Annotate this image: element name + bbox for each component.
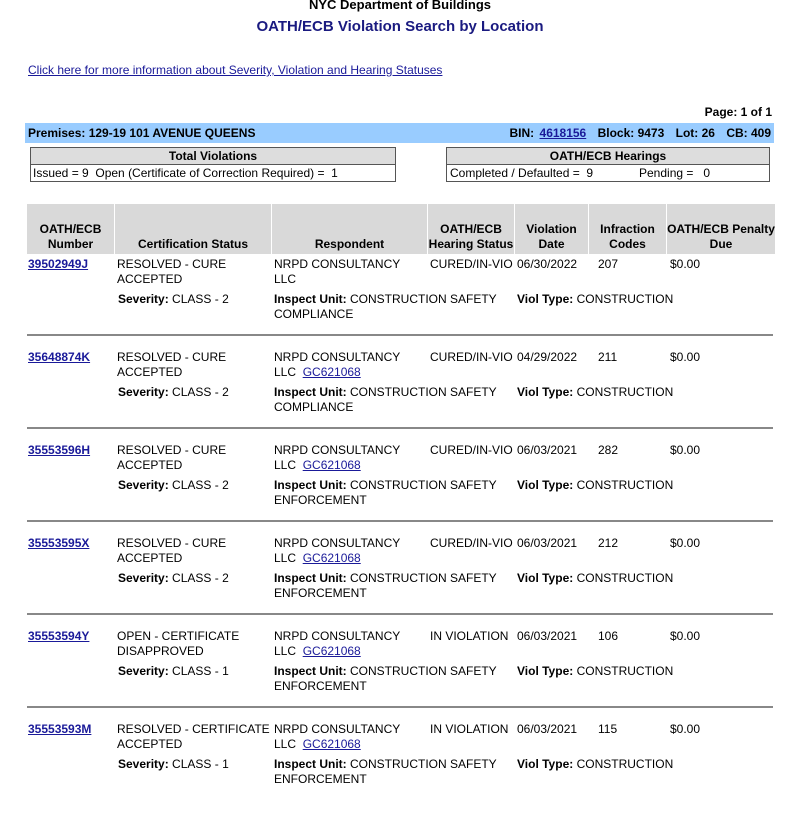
viol-type <box>517 385 673 400</box>
status-info-link[interactable]: Click here for more information about Severity, Violation and Hearing Statuses <box>28 63 443 77</box>
certification-status-line: DISAPPROVED <box>117 644 204 658</box>
col-penalty-due: OATH/ECB Penalty Due <box>667 222 775 251</box>
violation-date: 06/03/2021 <box>517 536 578 550</box>
premises-bar <box>25 123 774 143</box>
respondent-name: NRPD CONSULTANCY <box>274 536 401 550</box>
inspect-unit-value: CONSTRUCTION SAFETY <box>350 757 497 771</box>
hearing-status: CURED/IN-VIO <box>430 350 513 364</box>
certification-status-line: RESOLVED - CURE <box>117 443 227 457</box>
violation-date: 06/03/2021 <box>517 443 578 457</box>
viol-type-value: CONSTRUCTION <box>576 571 674 585</box>
severity <box>118 478 229 493</box>
violation-date: 06/03/2021 <box>517 629 578 643</box>
col-respondent: Respondent <box>272 204 428 254</box>
certification-status-line: ACCEPTED <box>117 365 183 379</box>
hearing-status: IN VIOLATION <box>430 722 509 736</box>
certification-status <box>117 350 226 380</box>
inspect-unit-value-line2: ENFORCEMENT <box>274 493 367 507</box>
inspect-unit-value: CONSTRUCTION SAFETY <box>350 478 497 492</box>
certification-status-line: RESOLVED - CURE <box>117 350 227 364</box>
viol-type-label: Viol Type: <box>517 571 574 585</box>
inspect-unit <box>274 385 497 415</box>
viol-type-label: Viol Type: <box>517 478 574 492</box>
severity <box>118 571 229 586</box>
violation-date: 06/03/2021 <box>517 722 578 736</box>
hearing-status: CURED/IN-VIO <box>430 536 513 550</box>
severity-label: Severity: <box>118 571 169 585</box>
hearings-box <box>446 147 770 182</box>
inspect-unit-label: Inspect Unit: <box>274 292 347 306</box>
penalty-due: $0.00 <box>670 629 701 643</box>
infraction-codes: 282 <box>598 443 619 457</box>
viol-type-value: CONSTRUCTION <box>576 478 674 492</box>
respondent-name-line2: LLC <box>274 551 297 565</box>
violation-number-link[interactable]: 39502949J <box>28 257 89 271</box>
table-header <box>27 204 775 254</box>
certification-status <box>117 536 226 566</box>
table-row <box>27 348 775 441</box>
severity-label: Severity: <box>118 664 169 678</box>
viol-type <box>517 292 673 307</box>
total-violations-heading: Total Violations <box>31 148 395 165</box>
viol-type <box>517 478 673 493</box>
inspect-unit <box>274 571 497 601</box>
infraction-codes: 207 <box>598 257 619 271</box>
certification-status-line: RESOLVED - CURE <box>117 257 227 271</box>
inspect-unit-value-line2: COMPLIANCE <box>274 307 354 321</box>
violation-number-link[interactable]: 35553595X <box>28 536 90 550</box>
table-row <box>27 441 775 534</box>
respondent-license-link[interactable]: GC621068 <box>302 737 361 751</box>
severity <box>118 292 229 307</box>
hearings-pending: Pending = 0 <box>639 166 711 180</box>
viol-type-value: CONSTRUCTION <box>576 757 674 771</box>
row-divider <box>27 706 773 708</box>
inspect-unit <box>274 757 497 787</box>
premises-address: Premises: 129-19 101 AVENUE QUEENS <box>28 126 256 140</box>
infraction-codes: 106 <box>598 629 619 643</box>
viol-type-value: CONSTRUCTION <box>576 385 674 399</box>
viol-type <box>517 757 673 772</box>
col-number: OATH/ECB Number <box>27 204 115 254</box>
hearings-heading: OATH/ECB Hearings <box>447 148 769 165</box>
page-title: OATH/ECB Violation Search by Location <box>256 18 544 35</box>
col-certification-status: Certification Status <box>115 204 272 254</box>
inspect-unit-value-line2: COMPLIANCE <box>274 400 354 414</box>
violation-number-link[interactable]: 35553593M <box>28 722 92 736</box>
respondent <box>274 629 400 659</box>
inspect-unit <box>274 664 497 694</box>
viol-type-label: Viol Type: <box>517 664 574 678</box>
respondent-name: NRPD CONSULTANCY <box>274 629 401 643</box>
respondent-name: NRPD CONSULTANCY <box>274 722 401 736</box>
inspect-unit-value: CONSTRUCTION SAFETY <box>350 292 497 306</box>
total-violations-box <box>30 147 396 182</box>
inspect-unit-value: CONSTRUCTION SAFETY <box>350 664 497 678</box>
penalty-due: $0.00 <box>670 722 701 736</box>
bin-link[interactable]: 4618156 <box>539 126 587 140</box>
col-infraction-codes: Infraction Codes <box>589 204 667 254</box>
respondent <box>274 536 400 566</box>
penalty-due: $0.00 <box>670 536 701 550</box>
table-row <box>27 720 775 813</box>
row-divider <box>27 520 773 522</box>
inspect-unit <box>274 478 497 508</box>
viol-type-value: CONSTRUCTION <box>576 664 674 678</box>
severity-label: Severity: <box>118 385 169 399</box>
viol-type-value: CONSTRUCTION <box>576 292 674 306</box>
respondent-license-link[interactable]: GC621068 <box>302 644 361 658</box>
certification-status-line: RESOLVED - CURE <box>117 536 227 550</box>
hearing-status: CURED/IN-VIO <box>430 257 513 271</box>
certification-status-line: ACCEPTED <box>117 272 183 286</box>
inspect-unit-value-line2: ENFORCEMENT <box>274 772 367 786</box>
viol-type-label: Viol Type: <box>517 292 574 306</box>
inspect-unit-value-line2: ENFORCEMENT <box>274 679 367 693</box>
respondent <box>274 257 400 287</box>
certification-status-line: ACCEPTED <box>117 551 183 565</box>
violation-number-link[interactable]: 35553594Y <box>28 629 90 643</box>
certification-status <box>117 443 226 473</box>
row-divider <box>27 334 773 336</box>
respondent <box>274 350 400 380</box>
block-info: Block: 9473 <box>597 126 665 140</box>
bin-label: BIN: <box>509 126 535 140</box>
respondent-name: NRPD CONSULTANCY <box>274 257 401 271</box>
page-indicator: Page: 1 of 1 <box>704 105 772 119</box>
col-violation-date: Violation Date <box>515 204 589 254</box>
respondent-license-link[interactable]: GC621068 <box>302 458 361 472</box>
lot-info: Lot: 26 <box>675 126 715 140</box>
violation-date: 06/30/2022 <box>517 257 578 271</box>
certification-status <box>117 257 226 287</box>
table-row <box>27 534 775 627</box>
hearing-status: IN VIOLATION <box>430 629 509 643</box>
severity-label: Severity: <box>118 478 169 492</box>
severity-value: CLASS - 2 <box>172 385 229 399</box>
violation-number-link[interactable]: 35648874K <box>28 350 91 364</box>
severity-label: Severity: <box>118 292 169 306</box>
cb-info: CB: 409 <box>726 126 771 140</box>
viol-type <box>517 664 673 679</box>
penalty-due: $0.00 <box>670 443 701 457</box>
violation-date: 04/29/2022 <box>517 350 578 364</box>
total-violations-summary: Issued = 9 Open (Certificate of Correction Required) = 1 <box>33 166 338 180</box>
inspect-unit-label: Inspect Unit: <box>274 757 347 771</box>
viol-type-label: Viol Type: <box>517 757 574 771</box>
inspect-unit-label: Inspect Unit: <box>274 571 347 585</box>
respondent-name: NRPD CONSULTANCY <box>274 350 401 364</box>
respondent <box>274 443 400 473</box>
inspect-unit <box>274 292 497 322</box>
hearings-summary <box>447 165 769 181</box>
certification-status-line: OPEN - CERTIFICATE <box>117 629 240 643</box>
respondent-name-line2: LLC <box>274 458 297 472</box>
respondent-name: NRPD CONSULTANCY <box>274 443 401 457</box>
inspect-unit-label: Inspect Unit: <box>274 385 347 399</box>
penalty-due: $0.00 <box>670 257 701 271</box>
certification-status-line: RESOLVED - CERTIFICATE <box>117 722 270 736</box>
severity-value: CLASS - 1 <box>172 664 229 678</box>
certification-status-line: ACCEPTED <box>117 737 183 751</box>
inspect-unit-value-line2: ENFORCEMENT <box>274 586 367 600</box>
certification-status <box>117 629 239 659</box>
respondent-license-link[interactable]: GC621068 <box>302 551 361 565</box>
certification-status <box>117 722 270 752</box>
inspect-unit-label: Inspect Unit: <box>274 664 347 678</box>
certification-status-line: ACCEPTED <box>117 458 183 472</box>
hearing-status: CURED/IN-VIO <box>430 443 513 457</box>
table-row <box>27 255 775 348</box>
infraction-codes: 212 <box>598 536 619 550</box>
row-divider <box>27 427 773 429</box>
respondent-license-link[interactable]: GC621068 <box>302 365 361 379</box>
viol-type <box>517 571 673 586</box>
severity-label: Severity: <box>118 757 169 771</box>
severity-value: CLASS - 2 <box>172 571 229 585</box>
penalty-due: $0.00 <box>670 350 701 364</box>
severity-value: CLASS - 2 <box>172 292 229 306</box>
inspect-unit-label: Inspect Unit: <box>274 478 347 492</box>
infraction-codes: 211 <box>598 350 618 364</box>
infraction-codes: 115 <box>598 722 618 736</box>
viol-type-label: Viol Type: <box>517 385 574 399</box>
violation-number-link[interactable]: 35553596H <box>28 443 91 457</box>
severity-value: CLASS - 2 <box>172 478 229 492</box>
severity <box>118 664 229 679</box>
severity <box>118 757 229 772</box>
col-hearing-status: OATH/ECB Hearing Status <box>428 204 515 254</box>
severity-value: CLASS - 1 <box>172 757 229 771</box>
respondent-name-line2: LLC <box>274 272 297 286</box>
inspect-unit-value: CONSTRUCTION SAFETY <box>350 385 497 399</box>
respondent-name-line2: LLC <box>274 365 297 379</box>
severity <box>118 385 229 400</box>
hearings-completed: Completed / Defaulted = 9 <box>450 166 594 180</box>
respondent-name-line2: LLC <box>274 737 297 751</box>
respondent <box>274 722 400 752</box>
table-row <box>27 627 775 720</box>
respondent-name-line2: LLC <box>274 644 297 658</box>
department-name: NYC Department of Buildings <box>308 0 491 12</box>
row-divider <box>27 613 773 615</box>
inspect-unit-value: CONSTRUCTION SAFETY <box>350 571 497 585</box>
